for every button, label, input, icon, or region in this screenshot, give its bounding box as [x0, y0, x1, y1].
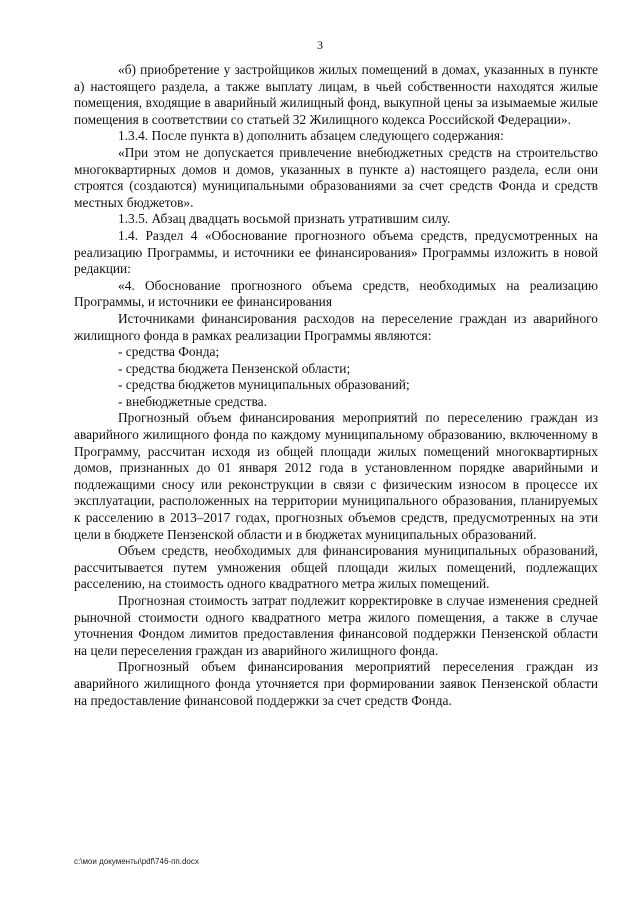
- list-item-extrabudget: - внебюджетные средства.: [118, 393, 267, 409]
- page-number: 3: [317, 38, 323, 52]
- paragraph-1-4: 1.4. Раздел 4 «Обоснование прогнозного объема средств, предусмотренных на реализацию Программы, и источники ее финансирования» Программы изложить в новой редакции:: [74, 227, 598, 277]
- paragraph-1-3-4: 1.3.4. После пункта в) дополнить абзацем следующего содержания:: [118, 128, 504, 144]
- paragraph-funding-sources: Источниками финансирования расходов на переселение граждан из аварийного жилищного фонда в рамках реализации Программы являются:: [74, 310, 598, 343]
- list-item-fund: - средства Фонда;: [118, 344, 220, 360]
- paragraph-volume-calculation: Объем средств, необходимых для финансирования муниципальных образований, рассчитывается путем умножения общей площади жилых помещений, подлежащих расселению, на стоимость одного квадратного метра жилых помещений.: [74, 543, 598, 592]
- paragraph-forecast-volume: Прогнозный объем финансирования мероприятий по переселению граждан из аварийного жилищного фонда по каждому муниципальному образованию, включенному в Программу, рассчитан исходя из общей площади жилых помещений многоквартирных домов, признанных до 01 января 2012 года в установленном порядке аварийными и подлежащими сносу или реконструкции в связи с физическим износом в процессе их эксплуатации, расположенных на территории муниципального образования, планируемых к расселению в 2013–2017 годах, прогнозных объемов средств, предусмотренных на эти цели в бюджете Пензенской области и в бюджетах муниципальных образований.: [74, 410, 598, 542]
- document-body: [74, 62, 598, 709]
- footer-file-path: c:\мои документы\pdf\746-пп.docx: [74, 857, 199, 866]
- paragraph-amendment-b: «б) приобретение у застройщиков жилых помещений в домах, указанных в пункте а) настоящего раздела, а также выплату лицам, в чьей собственности находятся жилые помещения, входящие в аварийный жилищный фонд, выкупной цены за изымаемые жилые помещения в соответствии со статьей 32 Жилищного кодекса Российской Федерации».: [74, 62, 598, 127]
- paragraph-volume-refinement: Прогнозный объем финансирования мероприятий переселения граждан из аварийного жилищного фонда уточняется при формировании заявок Пензенской области на предоставление финансовой поддержки за счет средств Фонда.: [74, 659, 598, 708]
- section-4-heading: «4. Обоснование прогнозного объема средств, необходимых на реализацию Программы, и источники ее финансирования: [74, 277, 598, 310]
- paragraph-cost-adjustment: Прогнозная стоимость затрат подлежит корректировке в случае изменения средней рыночной стоимости одного квадратного метра жилого помещения, а также в случае уточнения Фондом лимитов предоставления финансовой поддержки Пензенской области на цели переселения граждан из аварийного жилищного фонда.: [74, 593, 598, 658]
- list-item-regional-budget: - средства бюджета Пензенской области;: [118, 360, 351, 376]
- list-item-municipal-budgets: - средства бюджетов муниципальных образований;: [118, 377, 410, 393]
- paragraph-extrabudget-prohibition: «При этом не допускается привлечение внебюджетных средств на строительство многоквартирных домов и домов, указанных в пункте а) настоящего раздела, если они строятся (создаются) муниципальными образованиями за счет средств Фонда и средств местных бюджетов».: [74, 144, 598, 210]
- paragraph-1-3-5: 1.3.5. Абзац двадцать восьмой признать утратившим силу.: [118, 211, 451, 227]
